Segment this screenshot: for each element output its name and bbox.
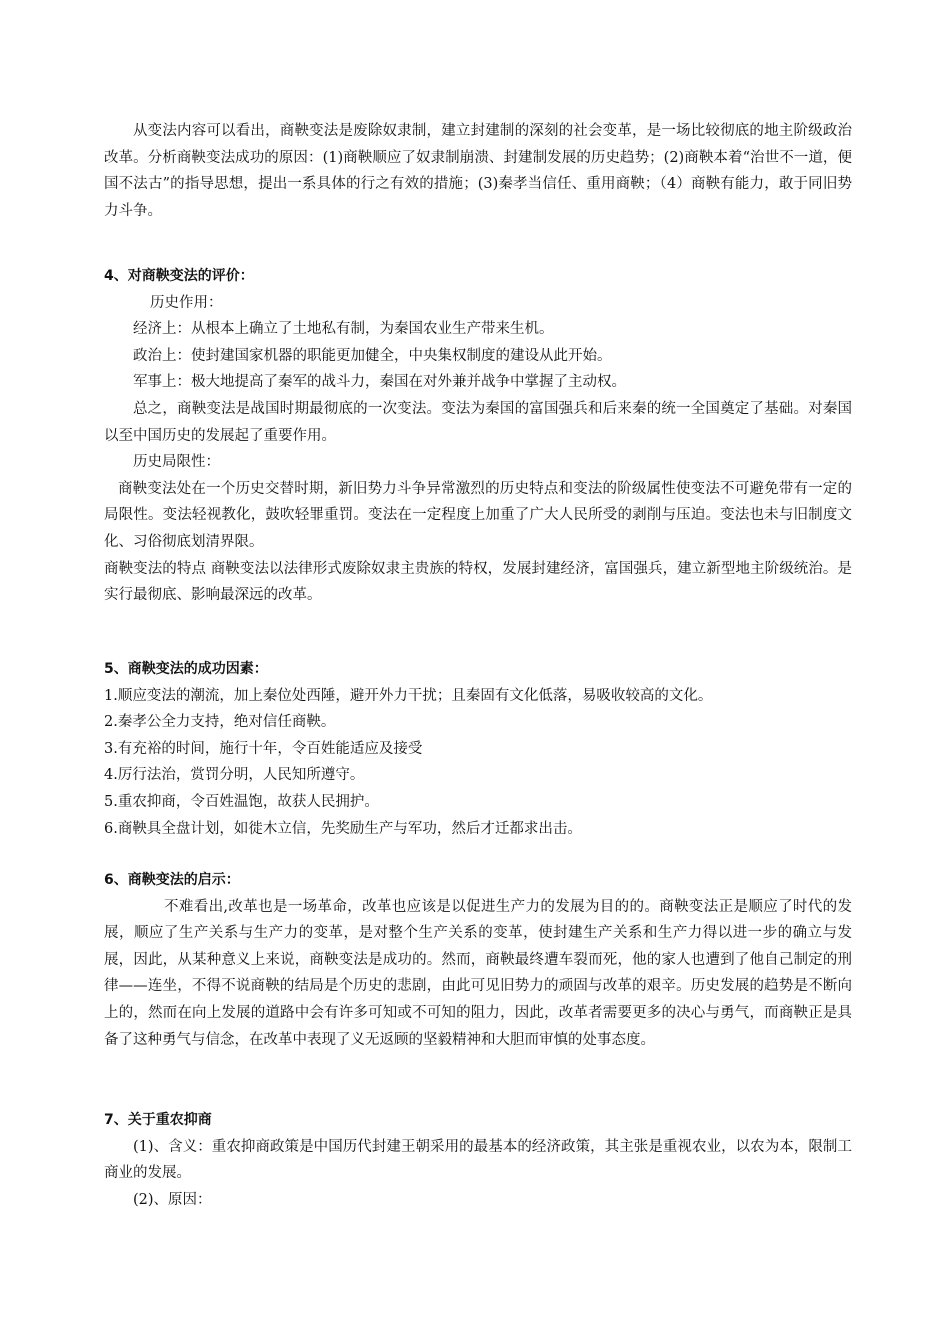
historical-role-label: 历史作用： <box>150 294 223 311</box>
reason-label: (2)、原因： <box>133 1191 212 1208</box>
list-item: 5.重农抑商，令百姓温饱，故获人民拥护。 <box>104 793 379 810</box>
section-7-heading: 7、关于重农抑商 <box>104 1112 212 1128</box>
list-item: 6.商鞅具全盘计划，如徙木立信，先奖励生产与军功，然后才迁都求出击。 <box>104 820 582 837</box>
section-4-heading: 4、对商鞅变法的评价： <box>104 268 254 284</box>
meaning-paragraph: (1)、含义：重农抑商政策是中国历代封建王朝采用的最基本的经济政策，其主张是重视农业，以农为本，限制工商业的发展。 <box>104 1138 852 1182</box>
section-7 <box>104 1107 852 1213</box>
section-4 <box>104 263 852 609</box>
inspiration-paragraph: 不难看出,改革也是一场革命，改革也应该是以促进生产力的发展为目的的。商鞅变法正是顺应了时代的发展，顺应了生产关系与生产力的变革，是对整个生产关系的变革，使封建生产关系和生产力得以进一步的确立与发展，因此，从某种意义上来说，商鞅变法是成功的。然而，商鞅最终遭车裂而死，他的家人也遭到了他自己制定的刑律——连坐，不得不说商鞅的结局是个历史的悲剧，由此可见旧势力的顽固与改革的艰辛。历史发展的趋势是不断向上的，然而在向上发展的道路中会有许多可知或不可知的阻力，因此，改革者需要更多的决心与勇气，而商鞅正是具备了这种勇气与信念，在改革中表现了义无返顾的坚毅精神和大胆而审慎的处事态度。 <box>104 898 852 1048</box>
features-paragraph: 商鞅变法的特点 商鞅变法以法律形式废除奴隶主贵族的特权，发展封建经济，富国强兵，建立新型地主阶级统治。是实行最彻底、影响最深远的改革。 <box>104 560 852 604</box>
section-5-heading: 5、商鞅变法的成功因素： <box>104 661 268 677</box>
list-item: 2.秦孝公全力支持，绝对信任商鞅。 <box>104 714 336 731</box>
section-6 <box>104 867 852 1053</box>
limitations-paragraph: 商鞅变法处在一个历史交替时期，新旧势力斗争异常激烈的历史特点和变法的阶级属性使变法不可避免带有一定的局限性。变法轻视教化，鼓吹轻罪重罚。变法在一定程度上加重了广大人民所受的剥削与压迫。变法也未与旧制度文化、习俗彻底划清界限。 <box>104 480 852 550</box>
list-item: 4.厉行法治，赏罚分明，人民知所遵守。 <box>104 767 365 784</box>
section-5 <box>104 656 852 842</box>
intro-section <box>104 118 852 224</box>
economic-effect: 经济上：从根本上确立了土地私有制，为秦国农业生产带来生机。 <box>133 321 554 338</box>
list-item: 3.有充裕的时间，施行十年，令百姓能适应及接受 <box>104 740 423 757</box>
military-effect: 军事上：极大地提高了秦军的战斗力，秦国在对外兼并战争中掌握了主动权。 <box>133 374 626 391</box>
political-effect: 政治上：使封建国家机器的职能更加健全，中央集权制度的建设从此开始。 <box>133 347 612 364</box>
list-item: 1.顺应变法的潮流，加上秦位处西陲，避开外力干扰；且秦固有文化低落，易吸收较高的文化。 <box>104 687 713 704</box>
limitations-label: 历史局限性： <box>133 454 220 471</box>
intro-paragraph: 从变法内容可以看出，商鞅变法是废除奴隶制，建立封建制的深刻的社会变革，是一场比较彻底的地主阶级政治改革。分析商鞅变法成功的原因：(1)商鞅顺应了奴隶制崩溃、封建制发展的历史趋势；(2)商鞅本着“治世不一道，便国不法古”的指导思想，提出一系具体的行之有效的措施；(3)秦孝当信任、重用商鞅；（4）商鞅有能力，敢于同旧势力斗争。 <box>104 123 852 219</box>
summary-paragraph: 总之，商鞅变法是战国时期最彻底的一次变法。变法为秦国的富国强兵和后来秦的统一全国奠定了基础。对秦国以至中国历史的发展起了重要作用。 <box>104 400 852 444</box>
section-6-heading: 6、商鞅变法的启示： <box>104 872 240 888</box>
